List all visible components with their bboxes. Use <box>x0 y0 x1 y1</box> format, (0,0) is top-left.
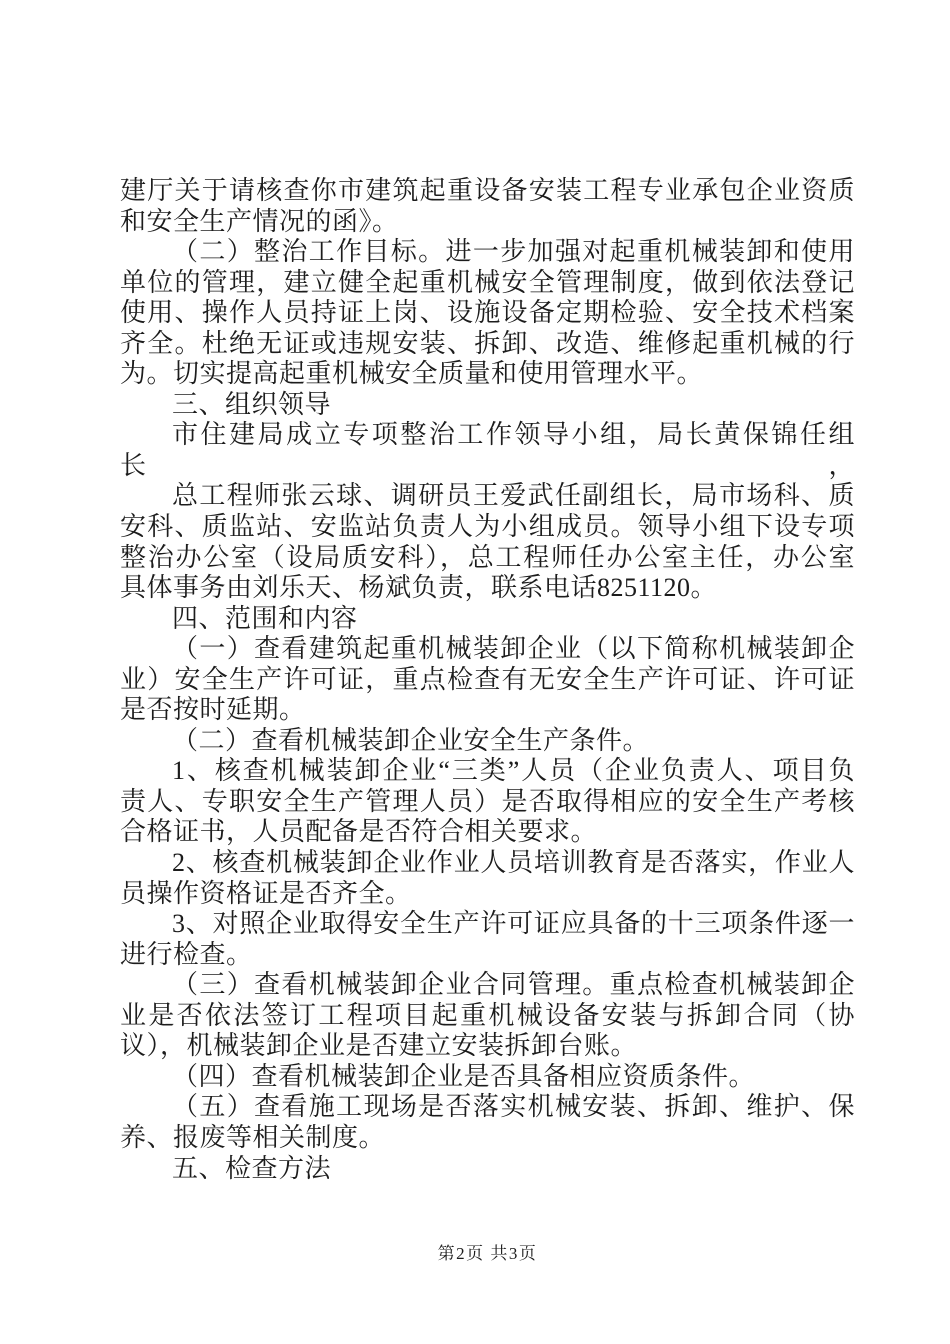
text-line: 2、核查机械装卸企业作业人员培训教育是否落实，作业人 <box>172 848 855 878</box>
text-line: （一）查看建筑起重机械装卸企业（以下简称机械装卸企 <box>172 634 855 664</box>
text-line: （二）查看机械装卸企业安全生产条件。 <box>172 725 650 755</box>
text-line: 三、组织领导 <box>172 389 332 419</box>
document-body <box>120 176 855 1184</box>
text-line: 和安全生产情况的函》。 <box>120 206 399 236</box>
text-line: 议），机械装卸企业是否建立安装拆卸台账。 <box>120 1031 638 1061</box>
text-line: 进行检查。 <box>120 939 253 969</box>
text-line: 业）安全生产许可证，重点检查有无安全生产许可证、许可证 <box>120 664 855 694</box>
text-line: 使用、操作人员持证上岗、设施设备定期检验、安全技术档案 <box>120 298 855 328</box>
text-line: 责人、专职安全生产管理人员）是否取得相应的安全生产考核 <box>120 786 855 816</box>
text-line: 四、范围和内容 <box>172 603 358 633</box>
text-line: 整治办公室（设局质安科），总工程师任办公室主任，办公室 <box>120 542 855 572</box>
text-line: 具体事务由刘乐天、杨斌负责，联系电话8251120。 <box>120 573 718 603</box>
text-line: 齐全。杜绝无证或违规安装、拆卸、改造、维修起重机械的行 <box>120 328 855 358</box>
text-line: 1、核查机械装卸企业“三类”人员（企业负责人、项目负 <box>172 756 855 786</box>
text-line: 为。切实提高起重机械安全质量和使用管理水平。 <box>120 359 704 389</box>
text-line: 单位的管理，建立健全起重机械安全管理制度，做到依法登记 <box>120 267 855 297</box>
page-footer: 第2页 共3页 <box>437 1244 538 1263</box>
text-line: 总工程师张云球、调研员王爱武任副组长，局市场科、质 <box>172 481 855 511</box>
text-line: 合格证书，人员配备是否符合相关要求。 <box>120 817 598 847</box>
text-line: （四）查看机械装卸企业是否具备相应资质条件。 <box>172 1061 756 1091</box>
text-line: 业是否依法签订工程项目起重机械设备安装与拆卸合同（协 <box>120 1000 855 1030</box>
text-line: 建厅关于请核查你市建筑起重设备安装工程专业承包企业资质 <box>120 176 855 205</box>
text-line: （五）查看施工现场是否落实机械安装、拆卸、维护、保 <box>172 1092 855 1122</box>
text-line: 员操作资格证是否齐全。 <box>120 878 412 908</box>
text-line: 安科、质监站、安监站负责人为小组成员。领导小组下设专项 <box>120 512 855 542</box>
text-line: 五、检查方法 <box>172 1153 332 1183</box>
text-line: （二）整治工作目标。进一步加强对起重机械装卸和使用 <box>172 237 855 267</box>
text-line: 市住建局成立专项整治工作领导小组，局长黄保锦任组长， <box>120 420 855 480</box>
text-line: （三）查看机械装卸企业合同管理。重点检查机械装卸企 <box>172 970 855 1000</box>
text-line: 是否按时延期。 <box>120 695 306 725</box>
text-line: 3、对照企业取得安全生产许可证应具备的十三项条件逐一 <box>172 909 855 939</box>
text-line: 养、报废等相关制度。 <box>120 1122 386 1152</box>
